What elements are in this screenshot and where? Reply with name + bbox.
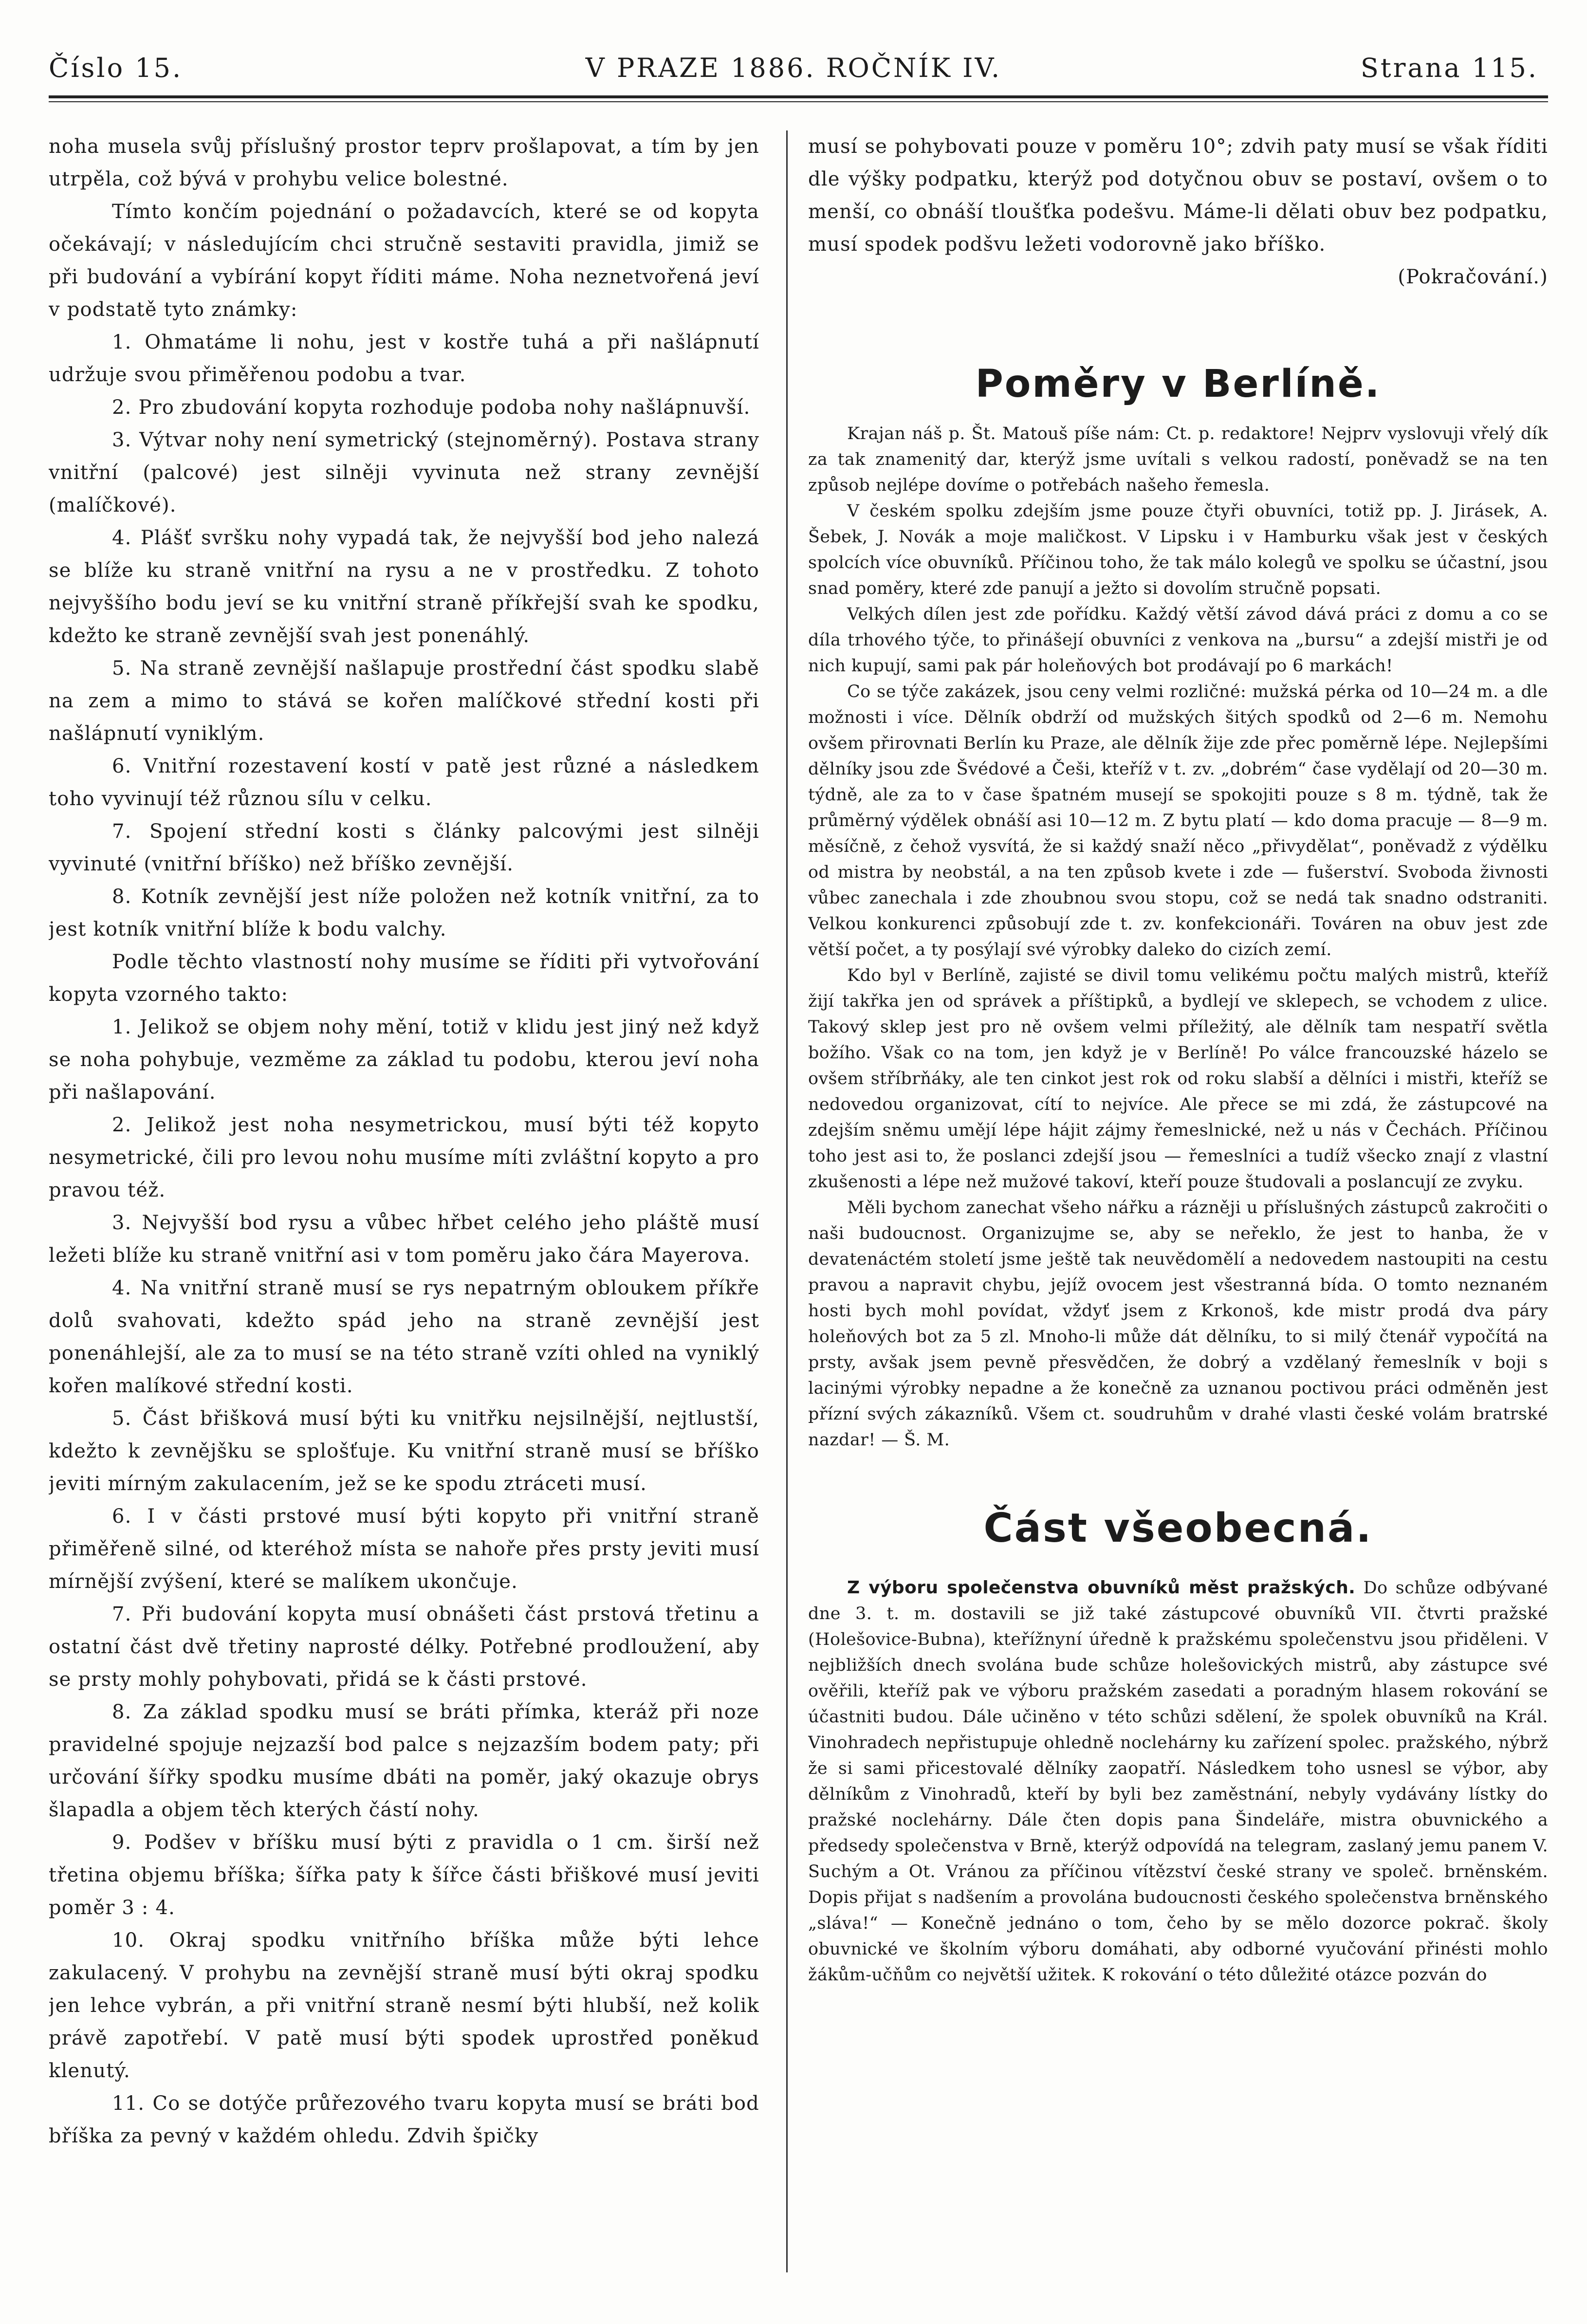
paragraph: 10. Okraj spodku vnitřního bříška může býti lehce zakulacený. V prohybu na zevnější straně musí býti okraj spodku jen lehce vybrán, a při vnitřní straně nesmí býti hlubší, než kolik právě zapotřebí. V patě musí býti spodek uprostřed poněkud klenutý. — [49, 1929, 759, 2082]
paragraph: Kdo byl v Berlíně, zajisté se divil tomu velikému počtu malých mistrů, kteříž žijí takřka jen od správek a příštipků, a bydlejí ve sklepech, se vchodem z ulice. Takový sklep jest pro ně ovšem velmi příležitý, ale dělník tam nespatří světla božího. Však co na tom, jen když je v Berlíně! Po válce francouzské házelo se ovšem stříbrňáky, ale ten cinkot jest rok od roku slabší a dělníci i mistři, kteříž se nedovedou organizovat, cítí to nejvíce. Ale přece se mi zdá, že zástupcové na zdejším sněmu umějí lépe hájit zájmy řemeslnické, než u nás v Čechách. Příčinou toho jest asi to, že poslanci zdejší jsou — řemeslníci a tudíž všecko znají z vlastní zkušenosti a lépe než mužové takoví, kteří pouze študovali a poslancují ze zvyku. — [808, 966, 1548, 1192]
paragraph: Do schůze odbývané dne 3. t. m. dostavili se již také zástupcové obuvníků VII. čtvrti pražské (Holešovice-Bubna), kteřížnyní úředně k pražskému společenstvu jsou přiděleni. V nejbližších dnech svolána bude schůze holešovických mistrů, aby zástupce své ověřili, kteříž pak ve výboru pražském zasedati a poradným hlasem rokování se účastniti budou. Dále učiněno v této schůzi sdělení, že spolek obuvníků na Král. Vinohradech nepřistupuje ohledně noclehárny ku zařízení spolec. pražského, nýbrž že si sami přicestovalé dělníky zaopatří. Následkem toho usnesl se výbor, aby dělníkům z Vinohradů, kteří by byli bez zaměstnání, nebyly vydávány lístky do pražské noclehárny. Dále čten dopis pana Šindeláře, mistra obuvnického a předsedy společenstva v Brně, kterýž odpovídá na telegram, zaslaný jemu panem V. Suchým a Ot. Vránou za příčinou vítězství české strany ve společ. brněnském. Dopis přijat s nadšením a provolána budoucnosti českého společenstva brněnského „sláva!“ — Konečně jednáno o tom, čeho by se mělo dozorce pokrač. školy obuvnické ve školním výboru domáhati, aby odborné vyučování přinésti mohlo žákům-učňům co největší užitek. K rokování o této důležité otázce pozván do — [808, 1578, 1548, 1985]
paragraph: 3. Výtvar nohy není symetrický (stejnoměrný). Postava strany vnitřní (palcové) jest silněji vyvinuta než strany zevnější (malíčkové). — [49, 429, 759, 516]
paragraph: 8. Kotník zevnější jest níže položen než kotník vnitřní, za to jest kotník vnitřní blíže k bodu valchy. — [49, 885, 759, 941]
issue-number: Číslo 15. — [49, 53, 183, 83]
continued-mark: (Pokračování.) — [1398, 266, 1548, 288]
paragraph: 8. Za základ spodku musí se bráti přímka, kteráž při noze pravidelné spojuje nejzazší bod palce s nejzazším bodem paty; při určování šířky spodku musíme dbáti na poměr, jaký okazuje obrys šlapadla a objem těch kterých částí nohy. — [49, 1701, 759, 1821]
paragraph: 3. Nejvyšší bod rysu a vůbec hřbet celého jeho pláště musí ležeti blíže ku straně vnitřní asi v tom poměru jako čára Mayerova. — [49, 1212, 759, 1267]
left-column — [49, 130, 759, 2282]
paragraph: 6. I v části prstové musí býti kopyto při vnitřní straně přiměřeně silné, od kteréhož místa se nahoře přes prsty jeviti musí mírnější zvýšení, které se malíkem ukončuje. — [49, 1505, 759, 1593]
paragraph: Velkých dílen jest zde pořídku. Každý větší závod dává práci z domu a co se díla trhového týče, to přinášejí obuvníci z venkova na „bursu“ a zdejší mistři je od nich kupují, sami pak pár holeňových bot prodávají po 6 markách! — [808, 605, 1548, 676]
paragraph: 7. Spojení střední kosti s články palcovými jest silněji vyvinuté (vnitřní bříško) než bříško zevnější. — [49, 820, 759, 875]
header-rule — [49, 95, 1548, 102]
publication-place-year: V PRAZE 1886. ROČNÍK IV. — [585, 53, 1002, 83]
paragraph: Krajan náš p. Št. Matouš píše nám: Ct. p. redaktore! Nejprv vyslovuji vřelý dík za tak znamenitý dar, kterýž jsme uvítali s velkou radostí, poněvadž se na ten způsob nejlépe dovíme o potřebách našeho řemesla. — [808, 424, 1548, 495]
paragraph: 6. Vnitřní rozestavení kostí v patě jest různé a následkem toho vyvinují též různou sílu v celku. — [49, 755, 759, 810]
paragraph: Co se týče zakázek, jsou ceny velmi rozličné: mužská pérka od 10—24 m. a dle možnosti i více. Dělník obdrží od mužských šitých spodků od 2—6 m. Nemohu ovšem přirovnati Berlín ku Praze, ale dělník žije zde přec poměrně lépe. Nejlepšími dělníky jsou zde Švédové a Češi, kteříž v t. zv. „dobrém“ čase vydělají od 20—30 m. týdně, ale za to v čase špatném musejí se spokojiti pouze s 8 m. týdně, tak že průměrný výdělek obnáší asi 10—12 m. Z bytu platí — kdo doma pracuje — 8—9 m. měsíčně, z čehož vysvítá, že si každý snaží něco „přivydělat“, poněvadž z výdělku od mistra by neobstál, a na ten způsob kvete i zde — fušerství. Svoboda živnosti vůbec zanechala i zde zhoubnou svou stopu, což se nedá tak snadno odstraniti. Velkou konkurenci způsobují zde t. zv. konfekcionáři. Továren na obuv jest zde větší počet, a ty posýlají své výrobky daleko do cizích zemí. — [808, 682, 1548, 959]
paragraph: musí se pohybovati pouze v poměru 10°; zdvih paty musí se však říditi dle výšky podpatku, kterýž pod dotyčnou obuv se postaví, ovšem o to menší, co obnáší tloušťka podešvu. Máme-li dělati obuv bez podpatku, musí spodek podšvu ležeti vodorovně jako bříško. — [808, 135, 1548, 256]
paragraph: 4. Plášť svršku nohy vypadá tak, že nejvyšší bod jeho nalezá se blíže ku straně vnitřní na rysu a ne v prostředku. Z tohoto nejvyššího bodu jeví se ku vnitřní straně příkřejší svah ke spodku, kdežto ke straně zevnější svah jest ponenáhlý. — [49, 527, 759, 647]
paragraph: V českém spolku zdejším jsme pouze čtyři obuvníci, totiž pp. J. Jirásek, A. Šebek, J. Novák a moje maličkost. V Lipsku i v Hamburku však jest v českých spolcích více obuvníků. Příčinou toho, že tak málo kolegů ve spolku se účastní, jsou snad poměry, které zde panují a ježto si dovolím stručně popsati. — [808, 501, 1548, 598]
article-general — [808, 1575, 1548, 1988]
article-berlin — [808, 421, 1548, 1453]
paragraph: Podle těchto vlastností nohy musíme se říditi při vytvořování kopyta vzorného takto: — [49, 951, 759, 1006]
paragraph: 5. Část břišková musí býti ku vnitřku nejsilnější, nejtlustší, kdežto k zevnějšku se splošťuje. Ku vnitřní straně musí se bříško jeviti mírným zakulacením, jež se ke spodu ztráceti musí. — [49, 1407, 759, 1495]
paragraph: noha musela svůj příslušný prostor teprv prošlapovat, a tím by jen utrpěla, což bývá v prohybu velice bolestné. — [49, 135, 759, 190]
paragraph: 7. Při budování kopyta musí obnášeti část prstová třetinu a ostatní část dvě třetiny naprosté délky. Potřebné prodloužení, aby se prsty mohly pohybovati, přidá se k části prstové. — [49, 1603, 759, 1691]
section-title-berlin: Poměry v Berlíně. — [975, 362, 1381, 406]
page-header — [49, 49, 1538, 88]
right-column — [808, 130, 1548, 2282]
paragraph: 4. Na vnitřní straně musí se rys nepatrným obloukem příkře dolů svahovati, kdežto spád jeho na straně zevnější jest ponenáhlejší, ale za to musí se na této straně vzíti ohled na vyniklý kořen malíkové střední kosti. — [49, 1277, 759, 1397]
paragraph: 2. Jelikož jest noha nesymetrickou, musí býti též kopyto nesymetrické, čili pro levou nohu musíme míti zvláštní kopyto a pro pravou též. — [49, 1114, 759, 1201]
section-title-general: Část všeobecná. — [983, 1505, 1373, 1551]
column-divider — [786, 130, 788, 2272]
page-number: Strana 115. — [1360, 53, 1538, 83]
paragraph: Měli bychom zanechat všeho nářku a rázněji u příslušných zástupců zakročiti o naši budoucnost. Organizujme se, aby se neřeklo, že jest to hanba, že v devatenáctém století jsme ještě tak neuvědomělí a nedovedem nastoupiti na cestu pravou a napravit chybu, jejíž ovocem jest všestranná bída. O tomto neznaném hosti bych mohl povídat, vždyť jsem z Krkonoš, kde mistr prodá dva páry holeňových bot za 5 zl. Mnoho-li může dát dělníku, to si milý čtenář vypočítá na prsty, avšak jsem pevně přesvědčen, že dobrý a vzdělaný řemeslník v boji s lacinými výrobky nepadne a že konečně za uznanou poctivou práci odměněn jest přízní svých zákazníků. Všem ct. soudruhům v drahé vlasti české volám bratrské nazdar! — Š. M. — [808, 1198, 1548, 1450]
article-subheading: Z výboru společenstva obuvníků měst pražských. — [847, 1578, 1356, 1598]
paragraph: 2. Pro zbudování kopyta rozhoduje podoba nohy našlápnuvší. — [112, 396, 751, 419]
paragraph: 11. Co se dotýče průřezového tvaru kopyta musí se bráti bod bříška za pevný v každém ohledu. Zdvih špičky — [49, 2092, 759, 2147]
paragraph: 1. Jelikož se objem nohy mění, totiž v klidu jest jiný než když se noha pohybuje, vezměme za základ tu podobu, kterou jeví noha při našlapování. — [49, 1016, 759, 1104]
paragraph: 1. Ohmatáme li nohu, jest v kostře tuhá a při našlápnutí udržuje svou přiměřenou podobu a tvar. — [49, 331, 759, 386]
paragraph: 5. Na straně zevnější našlapuje prostřední část spodku slabě na zem a mimo to stává se kořen malíčkové střední kosti při našlápnutí vyniklým. — [49, 657, 759, 745]
paragraph: 9. Podšev v bříšku musí býti z pravidla o 1 cm. širší než třetina objemu bříška; šířka paty k šířce části břiškové musí jeviti poměr 3 : 4. — [49, 1831, 759, 1919]
paragraph: Tímto končím pojednání o požadavcích, které se od kopyta očekávají; v následujícím chci stručně sestaviti pravidla, jimiž se při budování a vybírání kopyt říditi máme. Noha neznetvořená jeví v podstatě tyto známky: — [49, 201, 759, 321]
